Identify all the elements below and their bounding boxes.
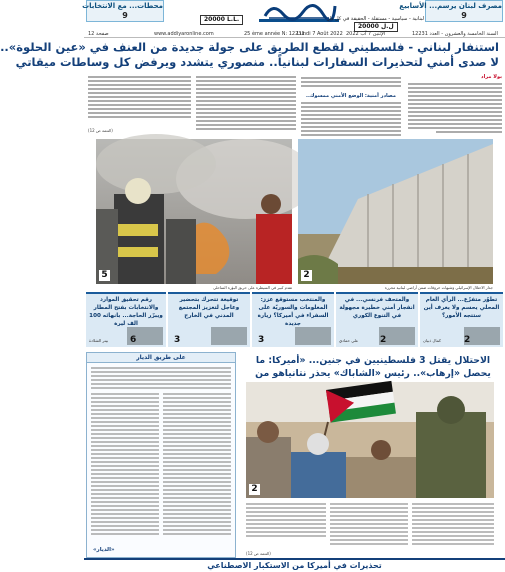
teaser-author: كمال ذبيان [423,338,441,343]
teaser-title: والمنتخب مستوقع عزز: المعلومات والسوريّة على السفراء في أميركا؟ زيارة جديدة [257,297,329,327]
pages-count: 12 صفحة [88,31,109,37]
teaser-page: 2 [464,335,471,345]
promo-box-left[interactable] [82,0,164,22]
opinion-title: على طريق الديار [87,353,235,363]
lead-far-left-column [88,74,191,133]
footer-headline[interactable]: تحذيرات في أميركا من الاستكبار الاصطناعي [84,558,505,570]
teaser-5[interactable] [86,292,166,347]
text-lines-graphic [196,74,296,136]
issue-ar: السنة الخامسة والعشرون - العدد 12231 [412,31,498,37]
teaser-photo [295,327,331,345]
teaser-title: والمتحف فرنسي... في انفجار أمني خطيرة مجهولة في التنوع الكوري [339,297,415,319]
continued-note: (التتمة ص 12) [246,551,271,556]
teaser-page: 2 [380,335,387,345]
photo-page-badge: 2 [301,270,312,281]
teaser-page: 3 [174,335,181,345]
protest-image [246,382,494,498]
website-link[interactable]: www.addiyaronline.com [154,31,214,37]
teaser-photo [211,327,247,345]
lead-body-text [406,81,502,135]
teaser-title: رقم تحقيق الموارد والانتخابات بفتح المطار ويبرّر الحاجة... بانهائه 100 الف ليرة [89,297,163,327]
tagline: لبنانية - سياسية - مستقلة - الحقيقة في كل دار [327,16,424,22]
second-headline[interactable]: الاحتلال يقتل 3 فلسطينيين في جنين... «أميركا: ما يحصل «إرهاب».. رئيس «الشاباك» يحذر نتانياهو من [255,355,491,379]
teaser-author: بيتر الشلادة [89,338,109,343]
opinion-signature: «الديار» [93,547,115,553]
author-byline: بولا مراد [481,74,502,80]
promo-box-right[interactable] [399,0,503,22]
photo-protest[interactable] [246,382,494,498]
price-right: 20000 ل.ل [354,22,398,32]
date-fr: Lundi 7 Août 2022 [297,31,343,37]
wall-image [298,139,493,284]
teaser-3[interactable] [252,292,334,347]
teaser-4[interactable] [168,292,250,347]
continued-note: (التتمة ص 12) [88,128,113,133]
text-lines-graphic [246,501,494,547]
photo-caption-left: تقدم كبير في السيطرة على حريق البؤرة الساحلي [213,285,292,290]
photo-page-badge: 2 [249,484,260,495]
teaser-author: علي حمادي [339,338,359,343]
photo-wall[interactable] [298,139,493,284]
promo-title: مصرف لبنان يرسم... الأسابيع [399,2,502,10]
date-ar: الإثنين 7 آب 2022 [346,31,386,37]
teaser-2[interactable] [336,292,418,347]
price-left: 20000 L.L. [200,15,243,25]
main-headline-line1[interactable]: استنفار لبناني - فلسطيني لقطع الطريق على جولة جديدة من العنف في «عين الحلوة».. [0,40,499,54]
teaser-page: 3 [258,335,265,345]
promo-title: محطات... مع الانتخابات [82,2,163,10]
lead-right-column [406,74,502,136]
text-lines-graphic [301,75,401,89]
teaser-title: توقيعة تتحرك بتحضير وعاجل لتعزيز المجتمع المدني في الخارج [178,297,240,319]
issue-fr: 25 ème année N: 12231 [244,31,305,37]
teaser-page: 6 [130,335,137,345]
lead-left-column [196,74,296,136]
masthead [84,0,505,30]
lead-middle-column [301,74,401,136]
photo-caption-right: جدار الاحتلال الإسرائيلي وشبهات خروقات ضمن أراضي لبنانية محررة [384,285,493,290]
promo-page: 9 [122,11,128,20]
text-lines-graphic [87,363,235,543]
opinion-box[interactable] [86,352,236,558]
date-bar [84,31,505,38]
firefighters-image [96,139,292,284]
promo-page: 9 [461,11,467,20]
photo-page-badge: 5 [99,270,110,281]
section-head: مصادر أمنية: الوضع الأمني ممسوك.. [306,93,396,99]
text-lines-graphic [88,74,191,124]
bottom-story-columns [246,501,494,556]
text-lines-graphic [406,81,502,135]
text-lines-graphic [301,100,401,140]
main-headline-line2[interactable]: لا صدى أمني لتحذيرات السفارات لبنانياً.. منصوري يتشدد ويرفض كل وساطات ميقاتي [15,55,499,69]
photo-firefighters[interactable] [96,139,292,284]
teaser-title: تطوّر متفرّع... الرأي العام المحلي يحسم ولا يعرف أين ستتجه الأمور؟ [423,297,500,319]
teaser-1[interactable] [420,292,503,347]
